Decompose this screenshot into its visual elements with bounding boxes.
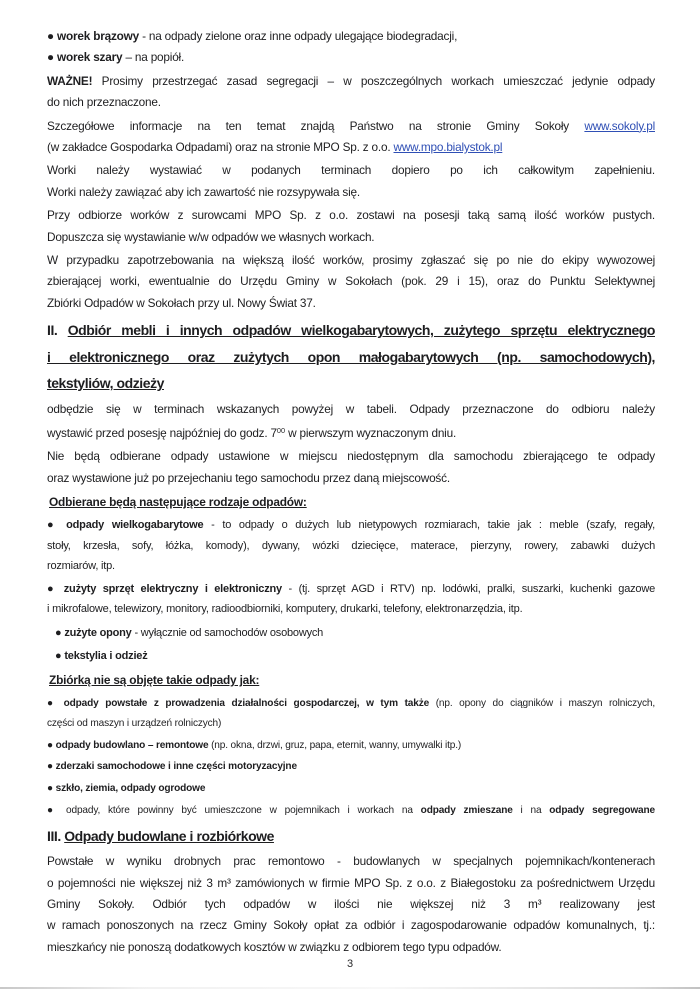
text-run: - to odpady o dużych lub nietypowych rozmiarach, takie jak : meble (szafy, regały,	[203, 518, 655, 531]
text-run: mieszkańcy nie ponoszą dodatkowych kosztów w związku z odbiorem tego typu odpadów.	[47, 939, 502, 954]
text-run: tekstylia i odzież	[64, 650, 148, 663]
text-line	[47, 92, 655, 113]
text-run: Nie będą odbierane odpady ustawione w miejscu niedostępnym dla samochodu zbierającego te odpady	[47, 449, 655, 464]
text-run: – na popiół.	[122, 50, 185, 65]
bullet-odpady-budowlano	[47, 736, 655, 756]
heading-line	[47, 370, 655, 396]
bullet-item-worek-brazowy	[47, 26, 655, 47]
subheading-odbierane	[47, 492, 655, 513]
text-run: Zbiórką nie są objęte takie odpady jak:	[49, 673, 260, 688]
text-run: Gminy Sokoły. Odbiór tych odpadów w ilości nie większej niż 3 m³ realizowany jest	[47, 897, 655, 912]
text-line	[47, 915, 655, 936]
text-line	[47, 937, 655, 958]
text-run: Zbiórki Odpadów w Sokołach przy ul. Nowy Świat 37.	[47, 295, 316, 310]
text-run: ●	[47, 518, 67, 531]
subheading-line	[49, 670, 655, 691]
text-run: w pierwszym wyznaczonym dniu.	[285, 425, 457, 440]
text-line	[47, 736, 655, 756]
text-run: W przypadku zapotrzebowania na większą ilość worków, prosimy zgłaszać się po nie do ekipy wywozowej	[47, 253, 655, 268]
text-line	[55, 646, 655, 667]
text-line	[47, 250, 655, 271]
heading-line	[47, 344, 655, 370]
text-line	[47, 851, 655, 872]
text-run: Odbiór mebli i innych odpadów wielkogabarytowych, zużytego sprzętu elektrycznego	[67, 322, 655, 339]
bullet-odpady-zmieszane	[47, 801, 655, 821]
text-run: ●	[47, 29, 58, 43]
text-line	[47, 293, 655, 314]
text-line	[47, 757, 655, 777]
paragraph-wazne	[47, 71, 655, 114]
paragraph-nie-beda	[47, 446, 655, 489]
text-run: WAŻNE!	[47, 73, 93, 88]
text-run: zużyte opony	[64, 626, 132, 639]
text-run: ●	[47, 582, 64, 595]
text-run: - wyłącznie od samochodów osobowych	[131, 626, 324, 639]
text-line	[47, 536, 655, 557]
text-run: Przy odbiorze worków z surowcami MPO Sp. z o.o. zostawi na posesji taką samą ilość worków pustych.	[47, 208, 655, 223]
text-run: Prosimy przestrzegać zasad segregacji – w poszczególnych workach umieszczać jedynie odpady	[92, 73, 655, 88]
text-run: 00	[276, 425, 286, 435]
bullet-item-worek-szary	[47, 47, 655, 68]
paragraph-w-przypadku	[47, 250, 655, 314]
hyperlink[interactable]: www.sokoly.pl	[584, 118, 655, 133]
text-run: Powstałe w wyniku drobnych prac remontowo - budowlanych w specjalnych pojemnikach/kontenerach	[47, 854, 655, 869]
text-line	[47, 694, 655, 714]
text-run: (np. okna, drzwi, gruz, papa, eternit, wanny, umywalki itp.)	[208, 739, 462, 751]
text-line	[47, 182, 655, 203]
section-heading-3	[47, 823, 655, 849]
text-line	[47, 599, 655, 620]
paragraph-odbedzie-sie	[47, 399, 655, 445]
heading-line	[47, 317, 655, 343]
text-run: ●	[47, 698, 64, 710]
text-run: w ramach ponoszonych na rzecz Gminy Sokoły opłat za odbiór i zagospodarowanie odpadów komunalnych, tj.:	[47, 918, 655, 933]
text-run: odpady wielkogabarytowe	[66, 518, 204, 531]
text-line	[47, 873, 655, 894]
bullet-tekstylia	[47, 646, 655, 667]
text-line	[47, 446, 655, 467]
text-run: worek szary	[57, 50, 123, 65]
text-line	[47, 420, 655, 444]
text-run: zbierającej worki, ewentualnie do Urzędu Gminy w Sokołach (pok. 29 i 15), oraz do Punktu Selektywnej	[47, 274, 655, 289]
bullet-zuzyty-sprzet	[47, 579, 655, 620]
text-run: zużyty sprzęt elektryczny i elektroniczny	[63, 582, 282, 595]
hyperlink[interactable]: www.mpo.bialystok.pl	[393, 140, 503, 155]
text-run: i mikrofalowe, telewizory, monitory, radioodbiorniki, komputery, drukarki, telefony, elektronarzędzia, itp.	[47, 603, 523, 616]
text-run: tekstyliów, odzieży	[47, 375, 164, 392]
text-line	[47, 801, 655, 821]
paragraph-worki-wystawiac	[47, 160, 655, 203]
text-run: odpady segregowane	[549, 805, 655, 817]
text-run: szkło, ziemia, odpady ogrodowe	[55, 783, 206, 795]
text-line	[47, 779, 655, 799]
text-run: ●	[47, 739, 56, 751]
text-run: Odbierane będą następujące rodzaje odpadów:	[49, 494, 307, 509]
text-run: zderzaki samochodowe i inne części motoryzacyjne	[55, 761, 297, 773]
page-number: 3	[346, 958, 354, 970]
paragraph-powstale	[47, 851, 655, 958]
text-run: odbędzie się w terminach wskazanych powyżej w tabeli. Odpady przeznaczone do odbioru należy	[47, 401, 655, 416]
text-run: i na	[512, 805, 550, 817]
text-line	[47, 71, 655, 92]
text-line	[47, 271, 655, 292]
text-line	[47, 116, 655, 137]
text-run: (w zakładce Gospodarka Odpadami) oraz na stronie MPO Sp. z o.o.	[47, 140, 394, 155]
subheading-zbiorka	[47, 670, 655, 691]
bullet-odpady-gospodarcze	[47, 694, 655, 734]
text-run: odpady powstałe z prowadzenia działalności gospodarczej, w tym także	[63, 698, 430, 710]
text-run: do nich przeznaczone.	[47, 95, 161, 110]
text-run: rozmiarów, itp.	[47, 560, 115, 573]
text-run: Odpady budowlane i rozbiórkowe	[64, 827, 274, 844]
paragraph-przy-odbiorze	[47, 205, 655, 248]
text-line	[47, 137, 655, 158]
text-run: - na odpady zielone oraz inne odpady ulegające biodegradacji,	[139, 29, 458, 43]
text-run: ●	[55, 626, 65, 639]
bullet-odpady-wielkogabarytowe	[47, 515, 655, 577]
heading-line	[47, 823, 655, 849]
text-run: ●	[55, 650, 65, 663]
text-line	[47, 714, 655, 734]
text-run: worek brązowy	[57, 29, 139, 43]
text-run: odpady budowlano – remontowe	[55, 739, 209, 751]
text-run: ●	[47, 50, 58, 65]
text-run: o pojemności nie większej niż 3 m³ zamówionych w firmie MPO Sp. z o.o. z Białegostoku za pośrednictwem Urzędu	[47, 875, 655, 890]
subheading-line	[49, 492, 655, 513]
text-run: części od maszyn i urządzeń rolniczych)	[47, 717, 222, 729]
text-run: odpady zmieszane	[420, 805, 513, 817]
text-line	[47, 227, 655, 248]
text-line	[47, 160, 655, 181]
text-run: (np. opony do ciągników i maszyn rolniczych,	[429, 698, 655, 710]
text-run: i elektronicznego oraz zużytych opon małogabarytowych (np. samochodowych),	[47, 348, 655, 365]
bullet-szklo-ziemia	[47, 779, 655, 799]
text-line	[47, 468, 655, 489]
text-run: ●	[47, 783, 56, 795]
text-line	[47, 894, 655, 915]
text-run: oraz wystawione już po przejechaniu tego samochodu przez daną miejscowość.	[47, 470, 450, 485]
section-heading-2	[47, 317, 655, 396]
text-line	[47, 515, 655, 536]
text-run: Worki należy wystawiać w podanych terminach dopiero po ich całkowitym zapełnieniu.	[47, 163, 655, 178]
bullet-zderzaki	[47, 757, 655, 777]
bullet-zuzyte-opony	[47, 623, 655, 644]
text-run: ● odpady, które powinny być umieszczone w pojemnikach i workach na	[47, 805, 421, 817]
text-run: Szczegółowe informacje na ten temat znajdą Państwo na stronie Gminy Sokoły	[47, 118, 585, 133]
bullet-list-worki	[47, 26, 655, 69]
text-run: wystawić przed posesję najpóźniej do godz. 7	[47, 425, 277, 440]
text-run: - (tj. sprzęt AGD i RTV) np. lodówki, pralki, suszarki, kuchenki gazowe	[281, 582, 655, 595]
text-line	[55, 623, 655, 644]
text-run: II.	[47, 322, 68, 339]
text-run: III.	[47, 827, 65, 844]
text-run: stoły, krzesła, sofy, łóżka, komody), dywany, wózki dziecięce, materace, pierzyny, rowery, zabawki dużych	[47, 539, 655, 552]
text-line	[47, 556, 655, 577]
paragraph-szczegolowe-informacje	[47, 116, 655, 159]
text-line	[47, 399, 655, 420]
text-run: Worki należy zawiązać aby ich zawartość nie rozsypywała się.	[47, 184, 360, 199]
text-line	[47, 579, 655, 600]
text-run: Dopuszcza się wystawianie w/w odpadów we własnych workach.	[47, 229, 375, 244]
text-run: ●	[47, 761, 56, 773]
text-line	[47, 205, 655, 226]
